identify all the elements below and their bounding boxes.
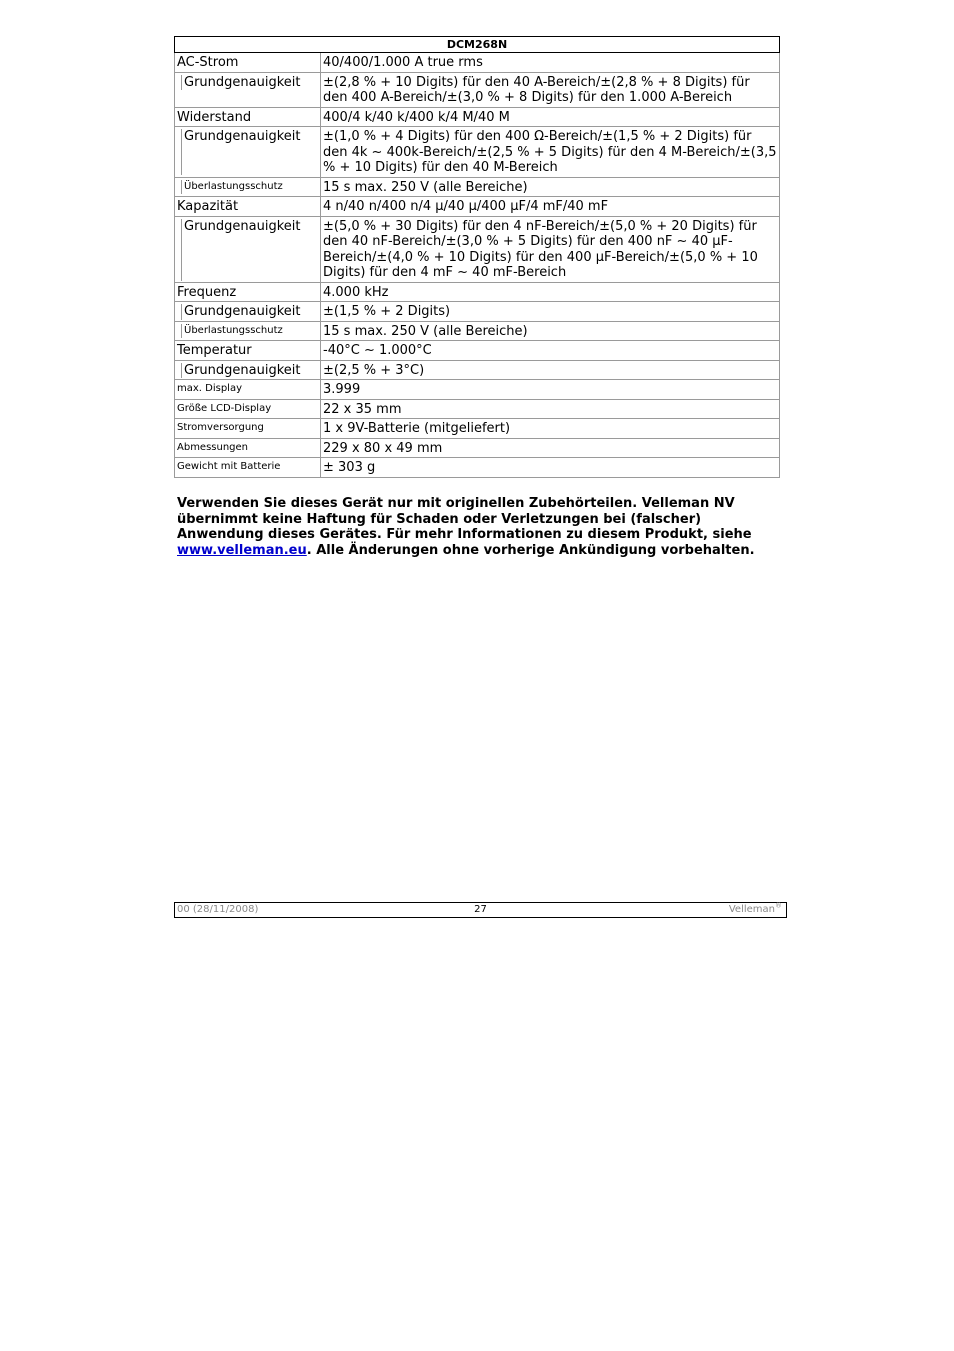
table-row — [175, 341, 780, 361]
spec-table — [174, 36, 780, 478]
row-value: -40°C ~ 1.000°C — [321, 341, 780, 361]
table-row — [175, 197, 780, 217]
page-footer — [174, 902, 787, 918]
table-row — [175, 72, 780, 107]
table-row — [175, 216, 780, 282]
row-value: 15 s max. 250 V (alle Bereiche) — [321, 321, 780, 341]
row-value: 229 x 80 x 49 mm — [321, 438, 780, 458]
notice-text-end: . Alle Änderungen ohne vorherige Ankündigung vorbehalten. — [306, 542, 755, 558]
row-label: Frequenz — [175, 282, 321, 302]
registered-mark: ® — [775, 901, 782, 910]
row-value: ±(2,8 % + 10 Digits) für den 40 A-Bereich/±(2,8 % + 8 Digits) für den 400 A-Bereich/±(3,0 % + 8 Digits) für den 1.000 A-Bereich — [321, 72, 780, 107]
footer-version: 00 (28/11/2008) — [177, 904, 259, 915]
table-row — [175, 53, 780, 73]
row-label: Überlastungsschutz — [181, 180, 318, 194]
row-value: ±(5,0 % + 30 Digits) für den 4 nF-Bereich/±(5,0 % + 20 Digits) für den 40 nF-Bereich/±(3,0 % + 5 Digits) für den 400 nF ~ 40 µF-Bereich/±(4,0 % + 10 Digits) für den 400 µF-Bereich/±(5,0 % + 10 Digits) für den 4 mF ~ 40 mF-Bereich — [321, 216, 780, 282]
row-value: 3.999 — [321, 380, 780, 400]
row-value: 40/400/1.000 A true rms — [321, 53, 780, 73]
row-label: Abmessungen — [175, 438, 321, 458]
row-label: Gewicht mit Batterie — [175, 458, 321, 478]
row-value: ±(1,0 % + 4 Digits) für den 400 Ω-Bereich/±(1,5 % + 2 Digits) für den 4k ~ 400k-Bereich/±(2,5 % + 5 Digits) für den 4 M-Bereich/±(3,5 % + 10 Digits) für den 40 M-Bereich — [321, 127, 780, 178]
footer-brand — [729, 903, 782, 917]
row-label: Überlastungsschutz — [181, 324, 318, 338]
velleman-website-link[interactable]: www.velleman.eu — [177, 542, 307, 558]
row-value: 22 x 35 mm — [321, 399, 780, 419]
table-row — [175, 127, 780, 178]
row-label: Grundgenauigkeit — [181, 219, 318, 281]
row-value: 15 s max. 250 V (alle Bereiche) — [321, 177, 780, 197]
disclaimer-notice — [177, 496, 777, 558]
table-title-row — [175, 37, 780, 53]
row-value: 4 n/40 n/400 n/4 µ/40 µ/400 µF/4 mF/40 mF — [321, 197, 780, 217]
table-row — [175, 419, 780, 439]
row-label: Kapazität — [175, 197, 321, 217]
table-row — [175, 302, 780, 322]
row-value: 1 x 9V-Batterie (mitgeliefert) — [321, 419, 780, 439]
table-row — [175, 380, 780, 400]
row-label: Grundgenauigkeit — [181, 75, 318, 91]
table-row — [175, 321, 780, 341]
table-row — [175, 360, 780, 380]
row-value: ±(2,5 % + 3°C) — [321, 360, 780, 380]
notice-text: Verwenden Sie dieses Gerät nur mit originellen Zubehörteilen. Velleman NV übernimmt keine Haftung für Schaden oder Verletzungen bei (falscher) Anwendung dieses Gerätes. Für mehr Informationen zu diesem Produkt, siehe — [177, 496, 752, 542]
footer-brand-name: Velleman — [728, 904, 775, 915]
footer-page-number: 27 — [474, 904, 487, 915]
row-label: Stromversorgung — [175, 419, 321, 439]
row-value: ± 303 g — [321, 458, 780, 478]
table-title: DCM268N — [175, 37, 780, 53]
table-row — [175, 177, 780, 197]
row-label: Grundgenauigkeit — [181, 304, 318, 320]
table-row — [175, 399, 780, 419]
row-label: max. Display — [175, 380, 321, 400]
row-label: AC-Strom — [175, 53, 321, 73]
table-row — [175, 458, 780, 478]
row-label: Widerstand — [175, 107, 321, 127]
row-label: Grundgenauigkeit — [181, 363, 318, 379]
row-label: Temperatur — [175, 341, 321, 361]
table-row — [175, 438, 780, 458]
row-value: 4.000 kHz — [321, 282, 780, 302]
row-label: Grundgenauigkeit — [181, 129, 318, 175]
row-value: 400/4 k/40 k/400 k/4 M/40 M — [321, 107, 780, 127]
row-value: ±(1,5 % + 2 Digits) — [321, 302, 780, 322]
row-label: Größe LCD-Display — [175, 399, 321, 419]
table-row — [175, 282, 780, 302]
table-row — [175, 107, 780, 127]
